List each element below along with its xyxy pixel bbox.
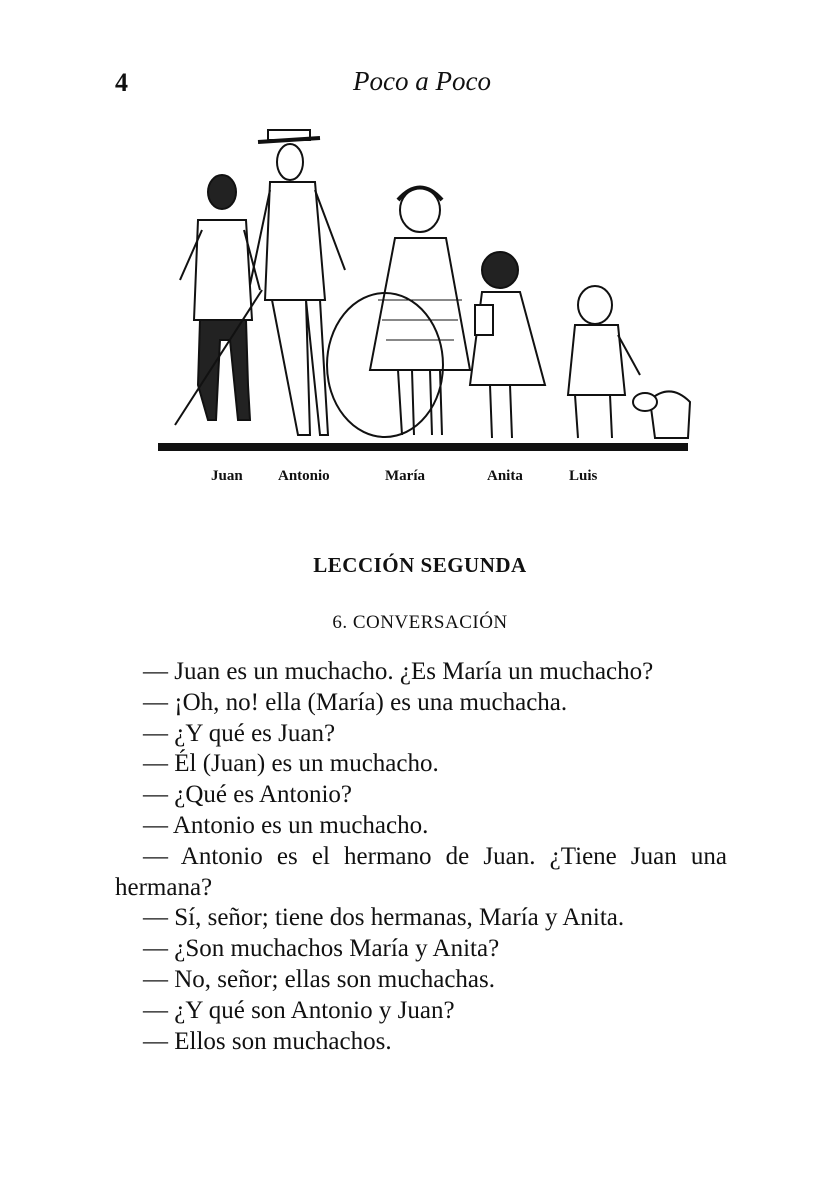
figure-luis: [568, 286, 690, 438]
dialogue-line: — ¿Y qué es Juan?: [143, 719, 336, 747]
dialogue-line: — ¡Oh, no! ella (María) es una muchacha.: [143, 688, 568, 716]
dialogue-line: — ¿Y qué son Antonio y Juan?: [143, 996, 455, 1024]
dialogue-line: — ¿Qué es Antonio?: [143, 781, 352, 809]
caption-anita: Anita: [487, 468, 523, 484]
caption-luis: Luis: [569, 468, 598, 484]
dialogue-line: — Antonio es el hermano de Juan. ¿Tiene Juan una hermana?: [115, 842, 727, 901]
family-illustration: [150, 120, 695, 460]
dialogue-line: — Él (Juan) es un muchacho.: [143, 750, 439, 778]
section-heading: 6. CONVERSACIÓN: [332, 612, 508, 633]
dialogue-line: — Ellos son muchachos.: [143, 1027, 392, 1055]
dialogue: [115, 657, 727, 1057]
caption-maria: María: [385, 468, 425, 484]
figure-anita: [470, 252, 545, 438]
dialogue-line: — No, señor; ellas son muchachas.: [143, 965, 496, 993]
running-title: Poco a Poco: [353, 66, 491, 96]
dialogue-line: — Sí, señor; tiene dos hermanas, María y Anita.: [143, 904, 625, 932]
caption-juan: Juan: [211, 468, 243, 484]
lesson-heading: LECCIÓN SEGUNDA: [313, 553, 527, 577]
page-number: 4: [115, 68, 128, 97]
caption-antonio: Antonio: [278, 468, 330, 484]
dialogue-line: — Antonio es un muchacho.: [143, 811, 429, 839]
figure-maria: [327, 188, 470, 438]
figure-juan: [175, 175, 262, 425]
dialogue-line: — ¿Son muchachos María y Anita?: [143, 935, 500, 963]
dialogue-line: — Juan es un muchacho. ¿Es María un muchacho?: [143, 658, 654, 685]
figure-captions: [0, 468, 840, 490]
